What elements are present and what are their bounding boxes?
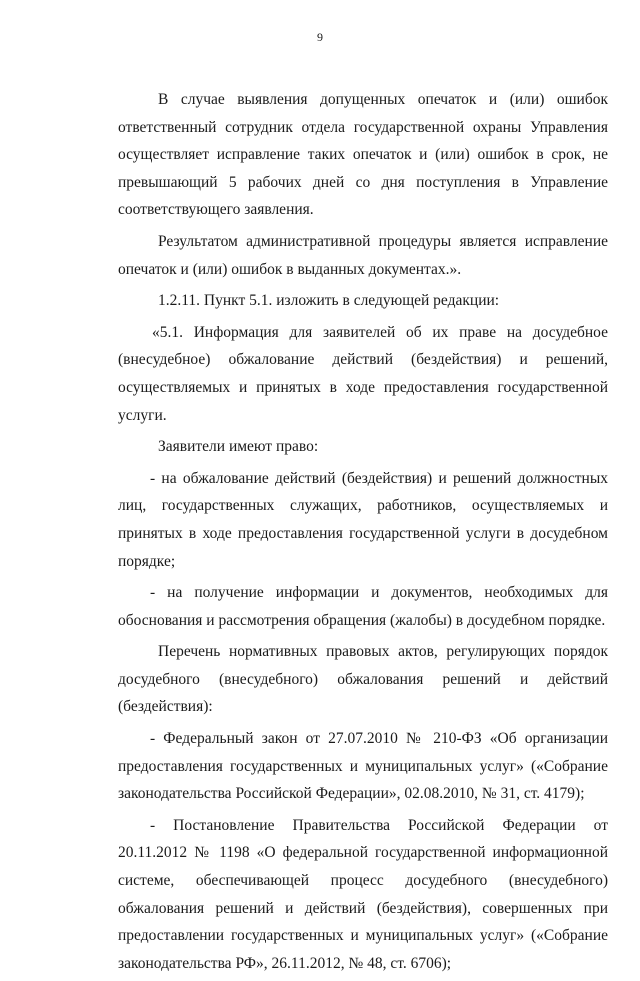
paragraph-procedure-result: Результатом административной процедуры является исправление опечаток и (или) ошибок в выданных документах.». xyxy=(118,232,608,278)
paragraph-clause-1-2-11: 1.2.11. Пункт 5.1. изложить в следующей редакции: xyxy=(158,292,500,310)
paragraph-clause-5-1: «5.1. Информация для заявителей об их праве на досудебное (внесудебное) обжалование действий (бездействия) и решений, осуществляемых и принятых в ходе предоставления государственной услуги. xyxy=(118,323,608,424)
list-item-information-right: - на получение информации и документов, необходимых для обоснования и рассмотрения обращения (жалобы) в досудебном порядке. xyxy=(118,584,608,629)
document-body xyxy=(118,86,608,981)
list-item-appeal-right: - на обжалование действий (бездействия) и решений должностных лиц, государственных служащих, работников, осуществляемых и принятых в ходе предоставления государственной услуги в досудебном порядке; xyxy=(118,469,608,570)
paragraph-legal-acts-list: Перечень нормативных правовых актов, регулирующих порядок досудебного (внесудебного) обжалования решений и действий (бездействия): xyxy=(118,643,608,716)
page-number: 9 xyxy=(317,30,323,44)
paragraph-typo-correction: В случае выявления допущенных опечаток и (или) ошибок ответственный сотрудник отдела государственной охраны Управления осуществляет исправление таких опечаток и (или) ошибок в срок, не превышающий 5 рабочих дней со дня поступления в Управление соответствующего заявления. xyxy=(118,91,608,219)
list-item-government-decree: - Постановление Правительства Российской Федерации от 20.11.2012 № 1198 «О федеральной государственной информационной системе, обеспечивающей процесс досудебного (внесудебного) обжалования решений и действий (бездействия), совершенных при предоставлении государственных и муниципальных услуг» («Собрание законодательства РФ», 26.11.2012, № 48, ст. 6706); xyxy=(118,816,608,972)
paragraph-applicants-rights: Заявители имеют право: xyxy=(158,438,319,456)
list-item-federal-law: - Федеральный закон от 27.07.2010 № 210-ФЗ «Об организации предоставления государственных и муниципальных услуг» («Собрание законодательства Российской Федерации», 02.08.2010, № 31, ст. 4179); xyxy=(118,730,608,803)
